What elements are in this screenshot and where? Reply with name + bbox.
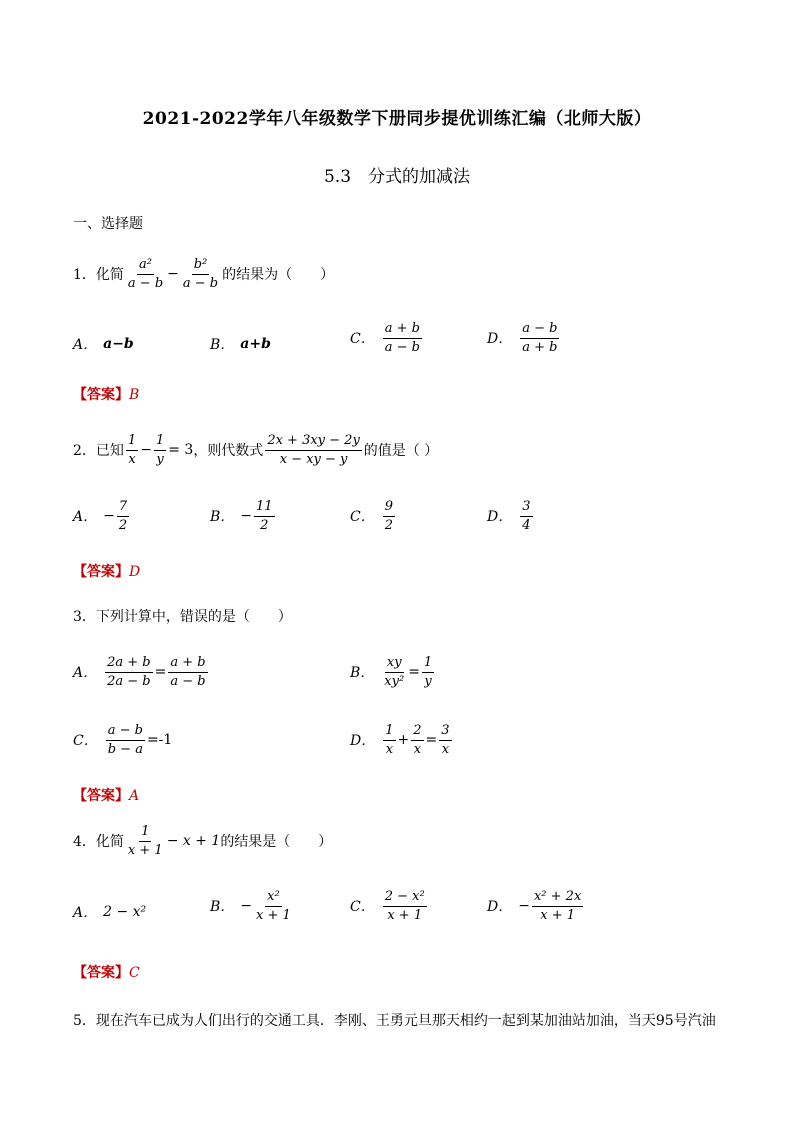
q2-option-b: B． − $\frac{11}{2}$ [210,499,273,533]
q1-option-d: D． $\frac{a - b}{a + b}$ [487,321,558,355]
q2-option-a: A． − $\frac{7}{2}$ [73,499,128,533]
q1-option-a: A． a−b [73,336,134,353]
q2-option-d: D． $\frac{3}{4}$ [487,499,531,533]
q3-option-b: B． $\frac{xy}{\text{xy²}}$ = $\frac{1}{y}$ [350,655,433,689]
q4-option-a: A． 2 − x² [73,904,147,921]
q2-option-c: C． $\frac{9}{2}$ [350,499,393,533]
page-subtitle: 5.3 分式的加减法 [323,167,471,187]
q3-option-d: D． $\frac{1}{x}$ + $\frac{2}{x}$ = $\frac{3}{x}$ [350,723,450,757]
q1-option-c: C． $\frac{a + b}{a - b}$ [350,321,420,355]
q3-answer: 【答案】A [73,788,140,804]
q4-option-c: C． $\frac{\text{2 − x²}}{x + 1}$ [350,889,425,923]
q3-option-c: C． $\frac{a - b}{b - a}$ =-1 [73,723,173,757]
question-1: 1．化简 $\frac{\text{a²}}{a - b}$ − $\frac{\text{b²}}{a - b}$ 的结果为（ ） [73,257,335,291]
question-3: 3．下列计算中，错误的是（ ） [73,609,292,625]
q2-answer: 【答案】D [73,564,141,580]
q1-answer: 【答案】B [73,387,140,403]
question-4: 4．化简 $\frac{1}{x + 1}$ − x + 1 的结果是（ ） [73,824,333,858]
q4-option-b: B． − $\frac{\text{x²}}{x + 1}$ [210,889,291,923]
section-heading: 一、选择题 [73,216,143,232]
q3-option-a: A． $\frac{2a + b}{2a - b}$ = $\frac{a + b}{a - b}$ [73,655,206,689]
q4-answer: 【答案】C [73,965,140,981]
question-5: 5．现在汽车已成为人们出行的交通工具．李刚、王勇元旦那天相约一起到某加油站加油，当天95号汽油 [73,1013,716,1029]
fraction: $\frac{\text{a²}}{a - b}$ [127,257,164,291]
fraction: $\frac{\text{b²}}{a - b}$ [182,257,219,291]
question-2: 2．已知 $\frac{1}{x}$ − $\frac{1}{y}$ = 3 ，则代数式 $\frac{2x + 3xy - 2y}{x - xy - y}$ 的值是（ ） [73,433,439,467]
q4-option-d: D． − $\frac{\text{x² + 2x}}{x + 1}$ [487,889,582,923]
q1-option-b: B． a+b [210,336,271,353]
page-title: 2021-2022学年八年级数学下册同步提优训练汇编（北师大版） [142,109,652,129]
